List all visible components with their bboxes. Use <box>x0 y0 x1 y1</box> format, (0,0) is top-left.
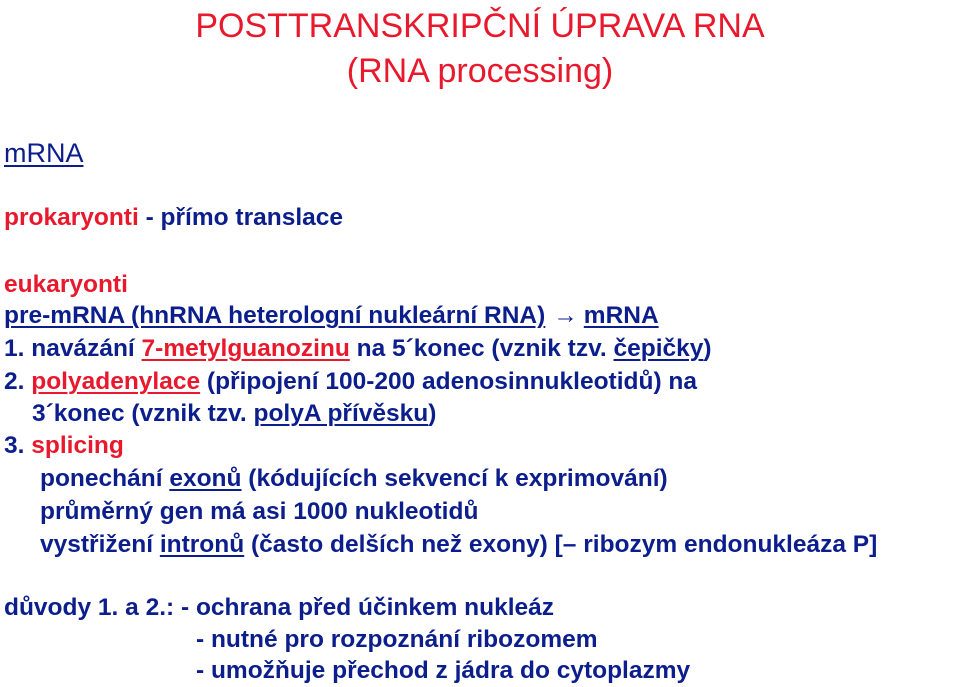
step-2-text: (připojení 100-200 adenosinnukleotidů) na <box>200 368 697 395</box>
splicing-line-1 <box>40 464 668 494</box>
step-2b-text: 3´konec (vznik tzv. <box>32 400 254 427</box>
step-1 <box>4 334 712 364</box>
splicing-3-text: (často delších než exony) [– ribozym endonukleáza P] <box>244 531 878 558</box>
page-title: POSTTRANSKRIPČNÍ ÚPRAVA RNA <box>195 7 765 45</box>
right-arrow-icon: → <box>553 302 578 329</box>
splicing-1-prefix: ponechání <box>40 465 170 492</box>
pre-mrna-line <box>4 301 659 331</box>
splicing-1-text: (kódujících sekvencí k exprimování) <box>241 465 668 492</box>
step-3 <box>4 431 124 461</box>
metylguanozin-link: 7-metylguanozinu <box>141 335 350 362</box>
reason-3: - umožňuje přechod z jádra do cytoplazmy <box>196 657 691 684</box>
mrna-text: mRNA <box>583 302 659 329</box>
step-3-prefix: 3. <box>4 432 32 459</box>
exonu-link: exonů <box>169 465 242 492</box>
step-1-mid: na 5´konec (vznik tzv. <box>349 335 614 362</box>
intronu-link: intronů <box>159 531 245 558</box>
prokaryoti-label: prokaryonti <box>4 204 139 231</box>
step-2-continued <box>32 399 436 429</box>
prokaryoti-line <box>4 203 343 233</box>
splicing-label: splicing <box>31 432 124 459</box>
splicing-3-prefix: vystřižení <box>40 531 160 558</box>
step-2b-suffix: ) <box>428 400 437 427</box>
polyadenylace-link: polyadenylace <box>31 368 201 395</box>
cepicky-link: čepičky <box>613 335 704 362</box>
step-2-prefix: 2. <box>4 368 32 395</box>
splicing-line-3 <box>40 530 877 560</box>
splicing-line-2: průměrný gen má asi 1000 nukleotidů <box>40 498 479 525</box>
step-1-suffix: ) <box>703 335 712 362</box>
pre-mrna-text: pre-mRNA (hnRNA heterologní nukleární RNA) <box>4 302 546 329</box>
polya-link: polyA přívěsku <box>253 400 429 427</box>
mrna-heading: mRNA <box>4 138 84 168</box>
step-2 <box>4 367 697 397</box>
step-1-prefix: 1. navázání <box>4 335 142 362</box>
eukaryoti-label: eukaryonti <box>4 271 128 298</box>
page-subtitle: (RNA processing) <box>346 52 614 90</box>
reason-2: - nutné pro rozpoznání ribozomem <box>196 626 598 653</box>
reason-1: - ochrana před účinkem nukleáz <box>181 594 555 621</box>
reasons-label: důvody 1. a 2.: <box>4 594 181 621</box>
prokaryoti-text: - přímo translace <box>138 204 344 231</box>
reasons-line-1 <box>4 593 554 623</box>
